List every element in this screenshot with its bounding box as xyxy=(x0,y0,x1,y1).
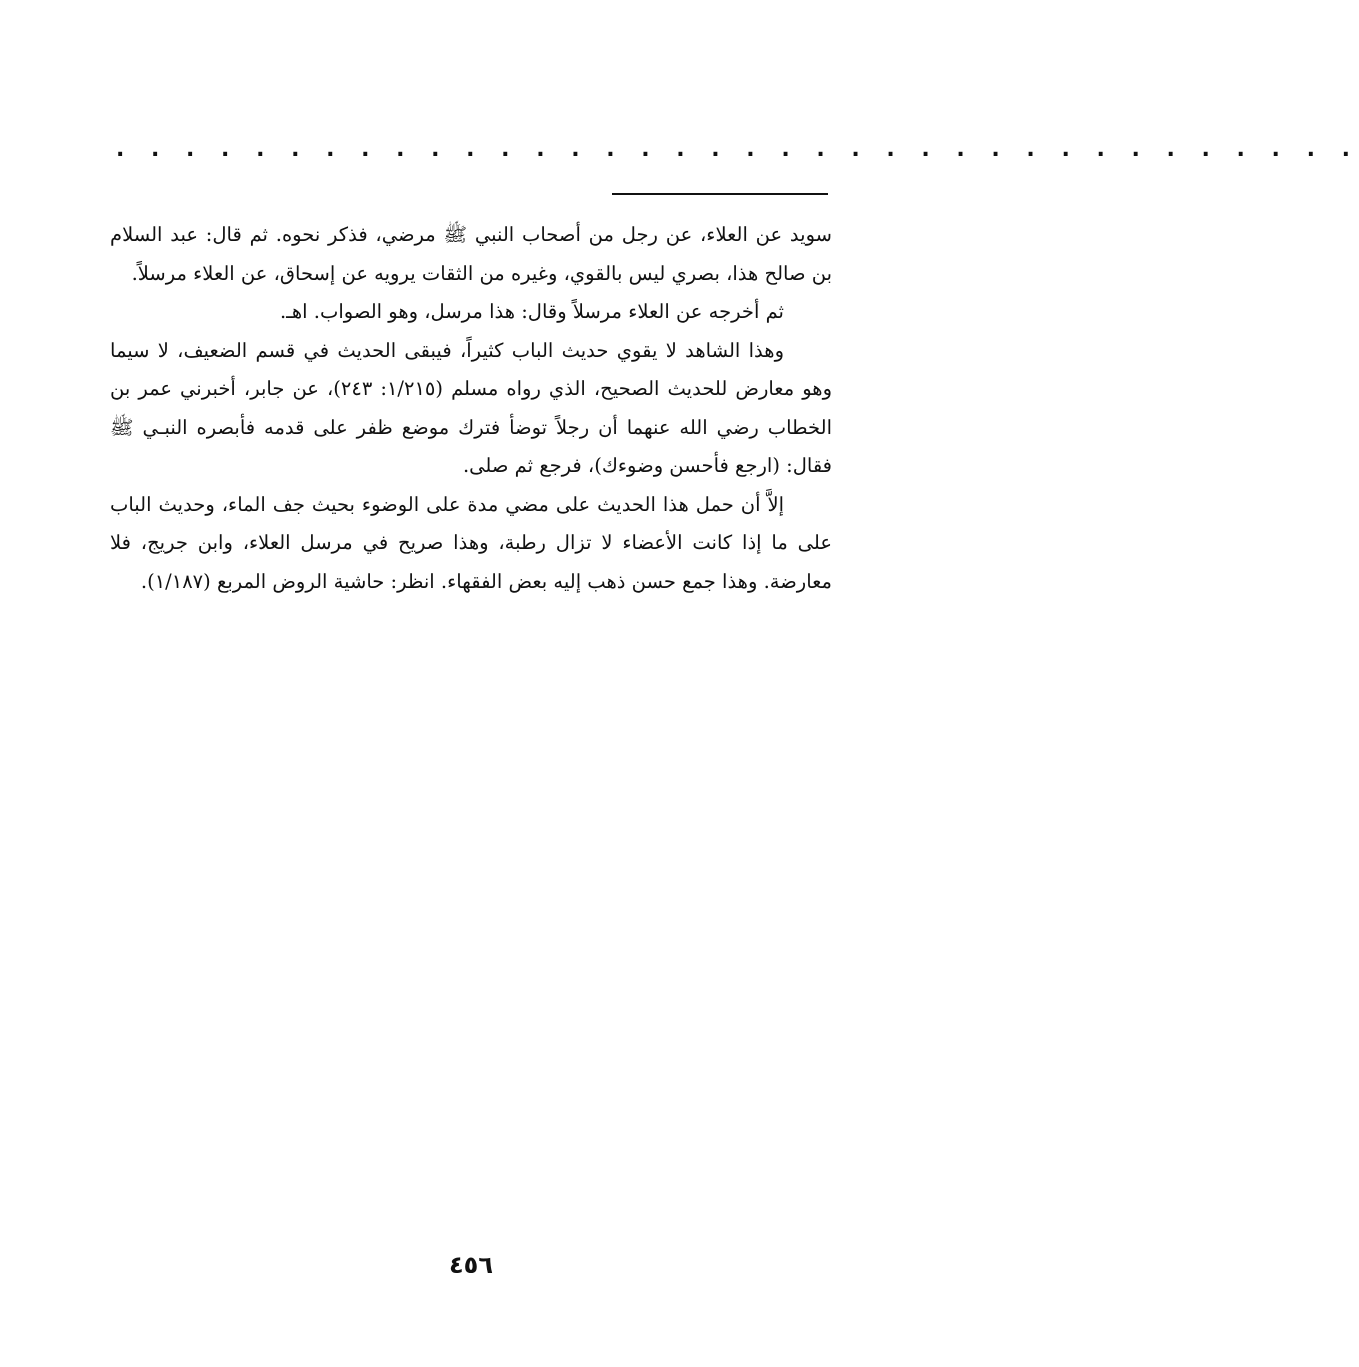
footnote-text-block xyxy=(110,216,832,601)
page-number: ٤٥٦ xyxy=(449,1251,493,1279)
footnote-separator-line xyxy=(612,193,828,195)
paragraph: وهذا الشاهد لا يقوي حديث الباب كثيراً، فيبقى الحديث في قسم الضعيف، لا سيما وهو معارض للحديث الصحيح، الذي رواه مسلم (١/٢١٥: ٢٤٣)، عن جابر، أخبرني عمر بن الخطاب رضي الله عنهما أن رجلاً توضأ فترك موضع ظفر على قدمه فأبصره النبـي ﷺ فقال: (ارجع فأحسن وضوءك)، فرجع ثم صلى. xyxy=(110,338,832,477)
dotted-separator: . . . . . . . . . . . . . . . . . . . . . . . . . . . . . . . . . . . . xyxy=(116,137,1359,162)
paragraph: إلاَّ أن حمل هذا الحديث على مضي مدة على الوضوء بحيث جف الماء، وحديث الباب على ما إذا كانت الأعضاء لا تزال رطبة، وهذا صريح في مرسل العلاء، وابن جريج، فلا معارضة. وهذا جمع حسن ذهب إليه بعض الفقهاء. انظر: حاشية الروض المربع (١/١٨٧). xyxy=(110,492,832,593)
paragraph: سويد عن العلاء، عن رجل من أصحاب النبي ﷺ مرضي، فذكر نحوه. ثم قال: عبد السلام بن صالح هذا، بصري ليس بالقوي، وغيره من الثقات يرويه عن إسحاق، عن العلاء مرسلاً. xyxy=(110,223,832,285)
paragraph: ثم أخرجه عن العلاء مرسلاً وقال: هذا مرسل، وهو الصواب. اهـ. xyxy=(279,300,784,323)
